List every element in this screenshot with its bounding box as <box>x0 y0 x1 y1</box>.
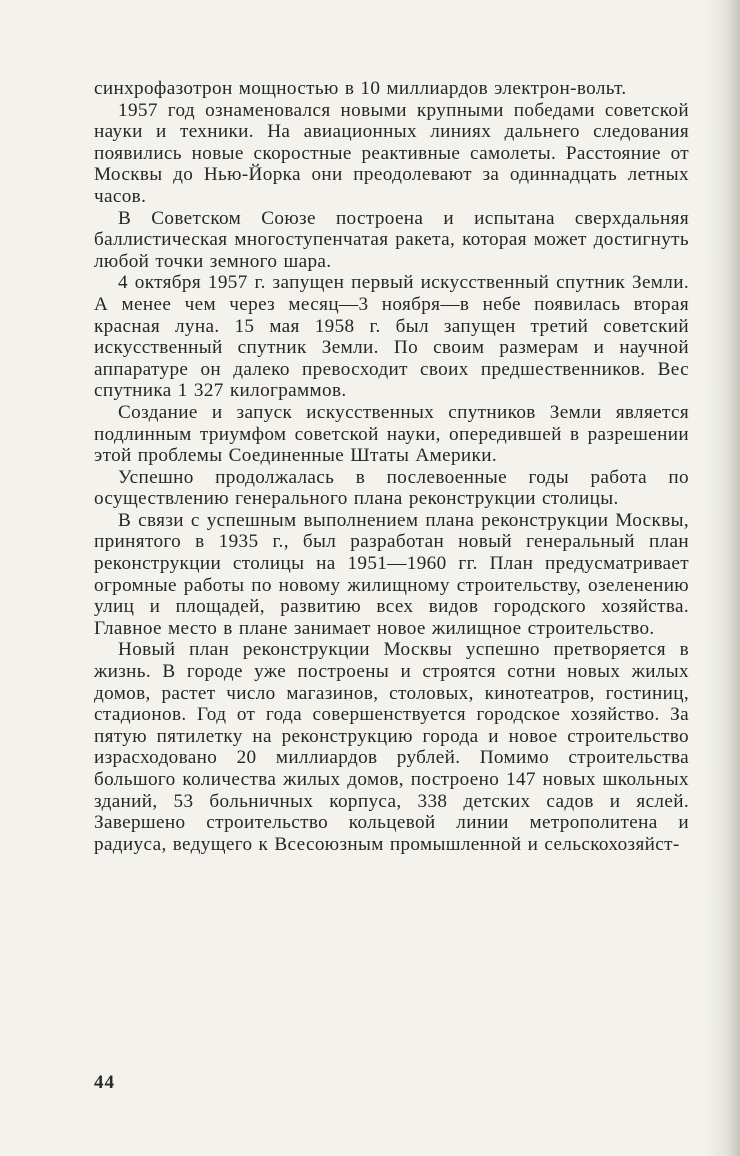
body-text <box>94 78 689 855</box>
page-number: 44 <box>94 1072 115 1093</box>
paragraph-3: В Советском Союзе построена и испытана сверхдальняя баллистическая многоступенчатая ракета, которая может достигнуть любой точки земного шара. <box>94 207 689 272</box>
paragraph-2: 1957 год ознаменовался новыми крупными победами советской науки и техники. На авиационных линиях дальнего следования появились новые скоростные реактивные самолеты. Расстояние от Москвы до Нью-Йорка они преодолевают за одиннадцать летных часов. <box>94 99 689 207</box>
paragraph-1: синхрофазотрон мощностью в 10 миллиардов электрон-вольт. <box>94 78 627 99</box>
paragraph-4: 4 октября 1957 г. запущен первый искусственный спутник Земли. А менее чем через месяц—3 ноября—в небе появилась вторая красная луна. 15 мая 1958 г. был запущен третий советский искусственный спутник Земли. По своим размерам и научной аппаратуре он далеко превосходит своих предшественников. Вес спутника 1 327 килограммов. <box>94 272 689 402</box>
paragraph-7: В связи с успешным выполнением плана реконструкции Москвы, принятого в 1935 г., был разработан новый генеральный план реконструкции столицы на 1951—1960 гг. План предусматривает огромные работы по новому жилищному строительству, озеленению улиц и площадей, развитию всех видов городского хозяйства. Главное место в плане занимает новое жилищное строительство. <box>94 509 689 639</box>
paragraph-8: Новый план реконструкции Москвы успешно претворяется в жизнь. В городе уже построены и строятся сотни новых жилых домов, растет число магазинов, столовых, кинотеатров, гостиниц, стадионов. Год от года совершенствуется городское хозяйство. За пятую пятилетку на реконструкцию города и новое строительство израсходовано 20 миллиардов рублей. Помимо строительства большого количества жилых домов, построено 147 новых школьных зданий, 53 больничных корпуса, 338 детских садов и яслей. Завершено строительство кольцевой линии метрополитена и радиуса, ведущего к Всесоюзным промышленной и сельскохозяйст- <box>94 639 689 855</box>
page-edge-shadow <box>706 0 740 1156</box>
paragraph-6: Успешно продолжалась в послевоенные годы работа по осуществлению генерального плана реконструкции столицы. <box>94 466 689 510</box>
paragraph-5: Создание и запуск искусственных спутников Земли является подлинным триумфом советской науки, опередившей в разрешении этой проблемы Соединенные Штаты Америки. <box>94 401 689 467</box>
